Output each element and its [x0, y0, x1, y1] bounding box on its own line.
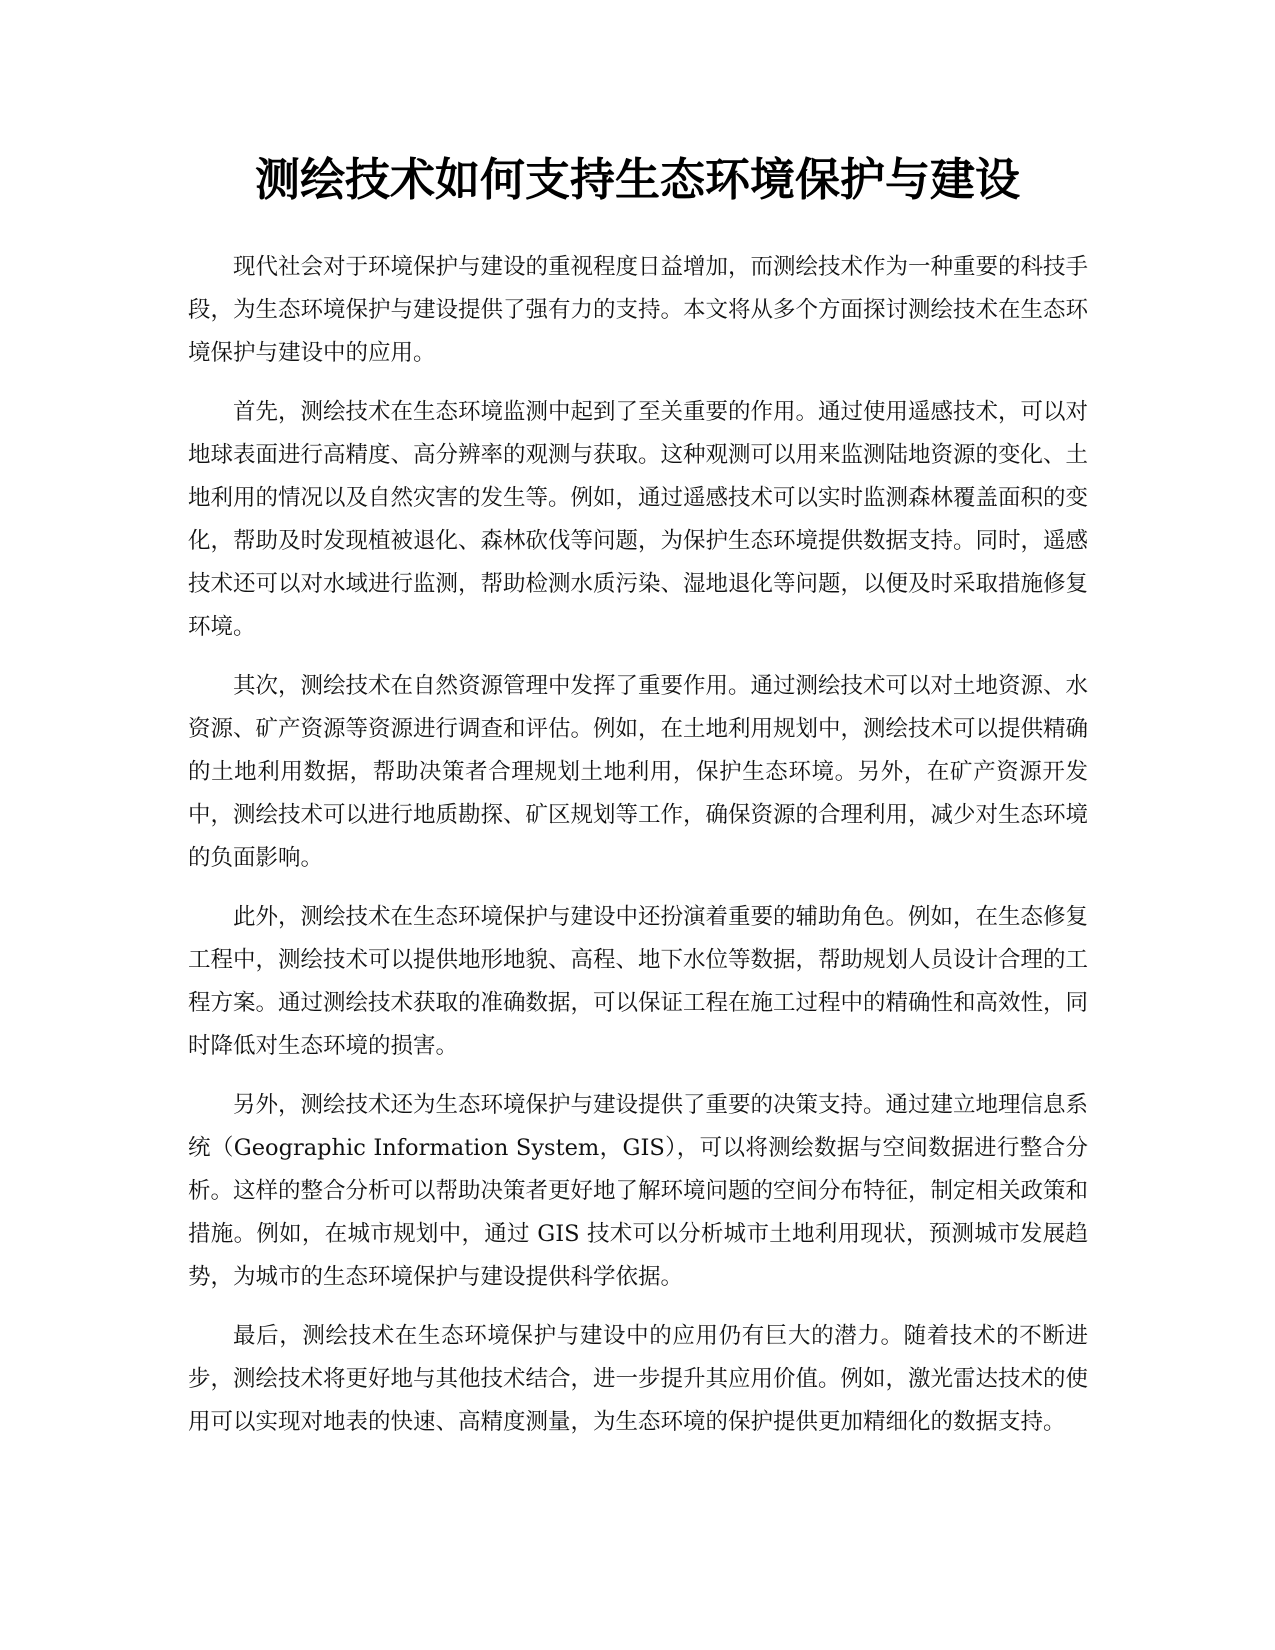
document-body	[188, 246, 1088, 1460]
paragraph-2: 首先，测绘技术在生态环境监测中起到了至关重要的作用。通过使用遥感技术，可以对地球表面进行高精度、高分辨率的观测与获取。这种观测可以用来监测陆地资源的变化、土地利用的情况以及自然灾害的发生等。例如，通过遥感技术可以实时监测森林覆盖面积的变化，帮助及时发现植被退化、森林砍伐等问题，为保护生态环境提供数据支持。同时，遥感技术还可以对水域进行监测，帮助检测水质污染、湿地退化等问题，以便及时采取措施修复环境。	[188, 399, 1089, 640]
paragraph-1: 现代社会对于环境保护与建设的重视程度日益增加，而测绘技术作为一种重要的科技手段，为生态环境保护与建设提供了强有力的支持。本文将从多个方面探讨测绘技术在生态环境保护与建设中的应用。	[188, 254, 1089, 366]
paragraph-5: 另外，测绘技术还为生态环境保护与建设提供了重要的决策支持。通过建立地理信息系统（Geographic Information System，GIS），可以将测绘数据与空间数据进行整合分析。这样的整合分析可以帮助决策者更好地了解环境问题的空间分布特征，制定相关政策和措施。例如，在城市规划中，通过 GIS 技术可以分析城市土地利用现状，预测城市发展趋势，为城市的生态环境保护与建设提供科学依据。	[188, 1092, 1089, 1290]
paragraph-4: 此外，测绘技术在生态环境保护与建设中还扮演着重要的辅助角色。例如，在生态修复工程中，测绘技术可以提供地形地貌、高程、地下水位等数据，帮助规划人员设计合理的工程方案。通过测绘技术获取的准确数据，可以保证工程在施工过程中的精确性和高效性，同时降低对生态环境的损害。	[188, 904, 1089, 1059]
paragraph-6: 最后，测绘技术在生态环境保护与建设中的应用仍有巨大的潜力。随着技术的不断进步，测绘技术将更好地与其他技术结合，进一步提升其应用价值。例如，激光雷达技术的使用可以实现对地表的快速、高精度测量，为生态环境的保护提供更加精细化的数据支持。	[188, 1323, 1089, 1435]
document-title: 测绘技术如何支持生态环境保护与建设	[254, 153, 1020, 206]
paragraph-3: 其次，测绘技术在自然资源管理中发挥了重要作用。通过测绘技术可以对土地资源、水资源、矿产资源等资源进行调查和评估。例如，在土地利用规划中，测绘技术可以提供精确的土地利用数据，帮助决策者合理规划土地利用，保护生态环境。另外，在矿产资源开发中，测绘技术可以进行地质勘探、矿区规划等工作，确保资源的合理利用，减少对生态环境的负面影响。	[188, 673, 1089, 871]
